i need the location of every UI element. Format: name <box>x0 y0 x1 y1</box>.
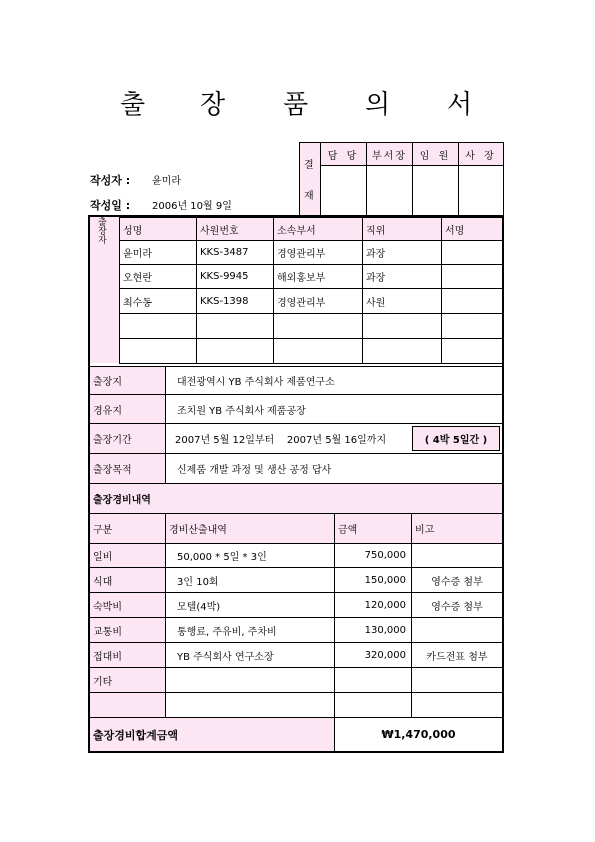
expense-header-note: 비고 <box>411 513 503 544</box>
traveler-sign-cell[interactable] <box>441 240 503 265</box>
expense-note <box>411 617 503 643</box>
title-char-4: 의 <box>365 90 391 120</box>
traveler-sign-cell[interactable] <box>441 288 503 314</box>
traveler-cell <box>273 338 363 364</box>
traveler-cell <box>119 338 197 364</box>
expense-note <box>411 543 503 568</box>
expense-amount: 130,000 <box>334 617 412 643</box>
expense-note: 카드전표 첨부 <box>411 642 503 668</box>
destination-label: 출장지 <box>89 366 166 395</box>
expense-category: 교통비 <box>89 617 166 643</box>
expense-note: 영수증 첨부 <box>411 592 503 618</box>
total-label: 출장경비합계금액 <box>89 717 335 752</box>
period-summary: ( 4박 5일간 ) <box>412 426 500 451</box>
approval-header-dept-head: 부서장 <box>366 142 413 166</box>
traveler-cell <box>362 313 442 339</box>
approval-side-label-2: 재 <box>304 191 314 202</box>
expense-header-category: 구분 <box>89 513 166 544</box>
expense-breakdown: 50,000 * 5일 * 3인 <box>165 543 335 568</box>
traveler-cell: 최수동 <box>119 288 197 314</box>
title-char-5: 서 <box>447 90 473 120</box>
traveler-section-label: 출장자 <box>98 218 107 246</box>
approval-side-label-1: 결 <box>304 160 314 171</box>
expense-breakdown <box>165 692 335 718</box>
expense-note: 영수증 첨부 <box>411 567 503 593</box>
expense-category: 기타 <box>89 667 166 693</box>
title-char-3: 품 <box>283 90 309 120</box>
expense-category <box>89 692 166 718</box>
expense-category: 접대비 <box>89 642 166 668</box>
expense-amount <box>334 667 412 693</box>
expense-header-breakdown: 경비산출내역 <box>165 513 335 544</box>
traveler-cell: 사원 <box>362 288 442 314</box>
traveler-cell: KKS-3487 <box>196 240 274 265</box>
traveler-cell: 경영관리부 <box>273 240 363 265</box>
traveler-sign-cell[interactable] <box>441 313 503 339</box>
approval-sign-president[interactable] <box>458 165 504 216</box>
traveler-cell: 과장 <box>362 264 442 289</box>
expense-category: 일비 <box>89 543 166 568</box>
traveler-cell: KKS-1398 <box>196 288 274 314</box>
expense-amount: 120,000 <box>334 592 412 618</box>
expense-section-title: 출장경비내역 <box>89 483 503 514</box>
traveler-cell: 해외홍보부 <box>273 264 363 289</box>
traveler-cell <box>362 338 442 364</box>
expense-amount: 750,000 <box>334 543 412 568</box>
traveler-header-name: 성명 <box>119 217 197 241</box>
author-label: 작성자 : <box>90 174 131 187</box>
document-title <box>0 84 595 118</box>
expense-breakdown: YB 주식회사 연구소장 <box>165 642 335 668</box>
destination-value: 대전광역시 YB 주식회사 제품연구소 <box>165 366 503 395</box>
expense-amount: 150,000 <box>334 567 412 593</box>
expense-category: 숙박비 <box>89 592 166 618</box>
traveler-header-department: 소속부서 <box>273 217 363 241</box>
purpose-value: 신제품 개발 과정 및 생산 공정 답사 <box>165 453 503 484</box>
approval-header-president: 사 장 <box>458 142 504 166</box>
traveler-cell: 윤미라 <box>119 240 197 265</box>
traveler-cell <box>196 338 274 364</box>
approval-side-cell <box>299 142 321 216</box>
expense-breakdown: 3인 10회 <box>165 567 335 593</box>
traveler-sign-cell[interactable] <box>441 338 503 364</box>
traveler-header-employee-id: 사원번호 <box>196 217 274 241</box>
traveler-cell <box>119 313 197 339</box>
traveler-cell <box>273 313 363 339</box>
traveler-cell: KKS-9945 <box>196 264 274 289</box>
period-value: 2007년 5월 12일부터 2007년 5월 16일까지 <box>165 423 503 454</box>
expense-breakdown <box>165 667 335 693</box>
traveler-cell <box>196 313 274 339</box>
expense-note <box>411 667 503 693</box>
total-value: ₩1,470,000 <box>334 717 503 752</box>
approval-sign-dept-head[interactable] <box>366 165 413 216</box>
traveler-header-signature: 서명 <box>441 217 503 241</box>
approval-header-executive: 임 원 <box>412 142 459 166</box>
expense-amount <box>334 692 412 718</box>
title-char-2: 장 <box>200 90 226 120</box>
date-label: 작성일 : <box>90 199 131 212</box>
expense-category: 식대 <box>89 567 166 593</box>
via-value: 조치원 YB 주식회사 제품공장 <box>165 394 503 424</box>
traveler-sign-cell[interactable] <box>441 264 503 289</box>
via-label: 경유지 <box>89 394 166 424</box>
traveler-cell: 경영관리부 <box>273 288 363 314</box>
traveler-cell: 오현란 <box>119 264 197 289</box>
period-label: 출장기간 <box>89 423 166 454</box>
approval-sign-manager[interactable] <box>320 165 367 216</box>
expense-breakdown: 통행료, 주유비, 주차비 <box>165 617 335 643</box>
traveler-header-position: 직위 <box>362 217 442 241</box>
expense-breakdown: 모텔(4박) <box>165 592 335 618</box>
approval-header-manager: 담 당 <box>320 142 367 166</box>
title-char-1: 출 <box>120 90 146 120</box>
expense-header-amount: 금액 <box>334 513 412 544</box>
expense-note <box>411 692 503 718</box>
traveler-cell: 과장 <box>362 240 442 265</box>
expense-amount: 320,000 <box>334 642 412 668</box>
date-value: 2006년 10월 9일 <box>152 201 232 212</box>
approval-sign-executive[interactable] <box>412 165 459 216</box>
author-value: 윤미라 <box>152 176 181 187</box>
purpose-label: 출장목적 <box>89 453 166 484</box>
